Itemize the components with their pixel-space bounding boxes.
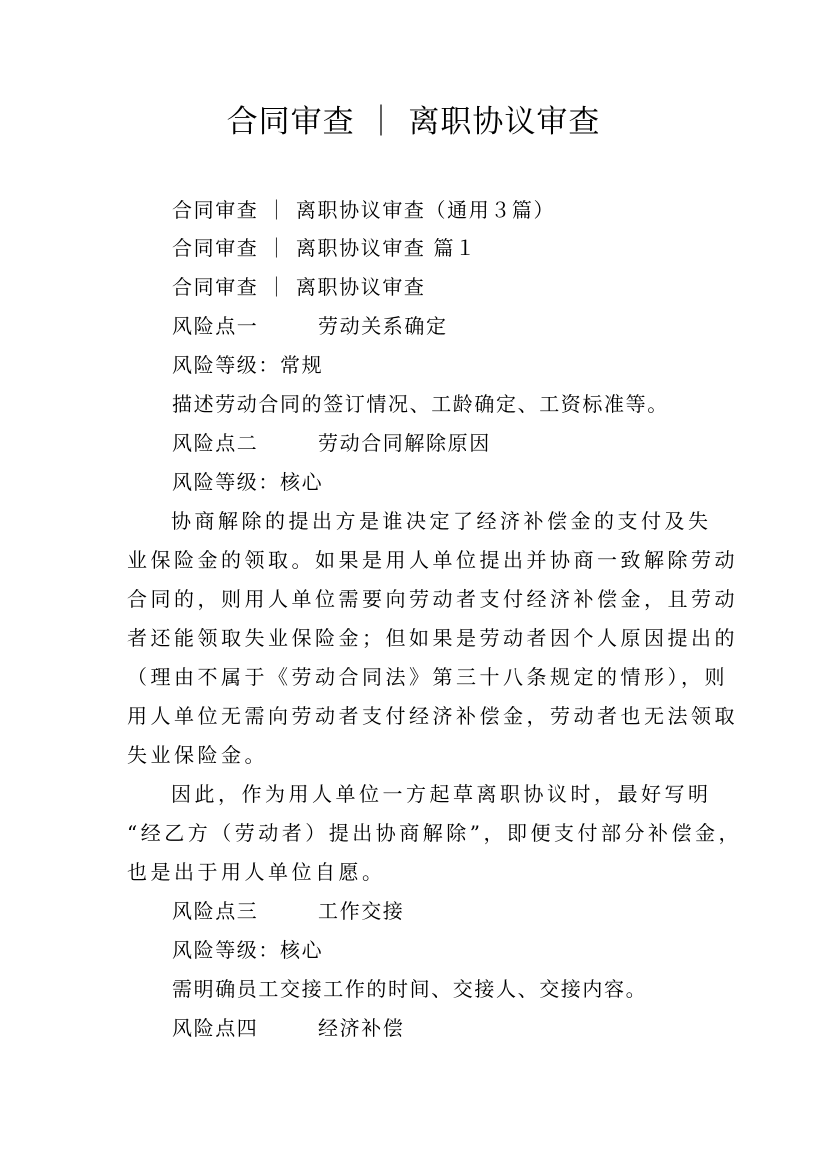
paragraph-line: 也是出于用人单位自愿。	[127, 860, 386, 884]
risk-point-1-level: 风险等级：常规	[172, 353, 324, 377]
paragraph-negotiated-termination	[127, 502, 738, 775]
risk-point-2-label: 风险点二	[172, 431, 259, 455]
risk-point-1	[172, 307, 448, 345]
risk-point-3-description: 需明确员工交接工作的时间、交接人、交接内容。	[172, 977, 648, 1001]
paragraph-line: 协商解除的提出方是谁决定了经济补偿金的支付及失	[171, 509, 712, 533]
risk-point-3-level: 风险等级：核心	[172, 938, 324, 962]
paragraph-line: （理由不属于《劳动合同法》第三十八条规定的情形），则	[127, 665, 728, 689]
subtitle-line-general: 合同审查 ｜ 离职协议审查（通用３篇）	[172, 198, 556, 222]
risk-point-3-label: 风险点三	[172, 899, 259, 923]
risk-point-1-label: 风险点一	[172, 314, 259, 338]
risk-point-1-title: 劳动关系确定	[318, 314, 448, 338]
risk-point-1-description: 描述劳动合同的签订情况、工龄确定、工资标准等。	[172, 392, 669, 416]
paragraph-line: 用人单位无需向劳动者支付经济补偿金，劳动者也无法领取	[127, 704, 738, 728]
paragraph-line: 业保险金的领取。如果是用人单位提出并协商一致解除劳动	[127, 548, 738, 572]
paragraph-line: 合同的，则用人单位需要向劳动者支付经济补偿金，且劳动	[127, 587, 738, 611]
paragraph-line: “经乙方（劳动者）提出协商解除”，即便支付部分补偿金，	[127, 821, 742, 845]
paragraph-line: 者还能领取失业保险金；但如果是劳动者因个人原因提出的	[127, 626, 738, 650]
risk-point-4	[172, 1009, 404, 1047]
risk-point-2	[172, 424, 491, 462]
risk-point-4-title: 经济补偿	[318, 1016, 405, 1040]
document-title: 合同审查 ｜ 离职协议审查	[226, 104, 601, 140]
paragraph-line: 因此，作为用人单位一方起草离职协议时，最好写明	[171, 782, 712, 806]
paragraph-line: 失业保险金。	[127, 743, 268, 767]
risk-point-2-title: 劳动合同解除原因	[318, 431, 491, 455]
section-heading: 合同审查 ｜ 离职协议审查	[172, 275, 426, 299]
risk-point-3-title: 工作交接	[318, 899, 405, 923]
risk-point-3	[172, 892, 404, 930]
risk-point-2-level: 风险等级：核心	[172, 470, 324, 494]
risk-point-4-label: 风险点四	[172, 1016, 259, 1040]
paragraph-drafting-advice	[127, 775, 742, 892]
subtitle-line-part1: 合同审查 ｜ 离职协议审查 篇１	[172, 236, 477, 260]
